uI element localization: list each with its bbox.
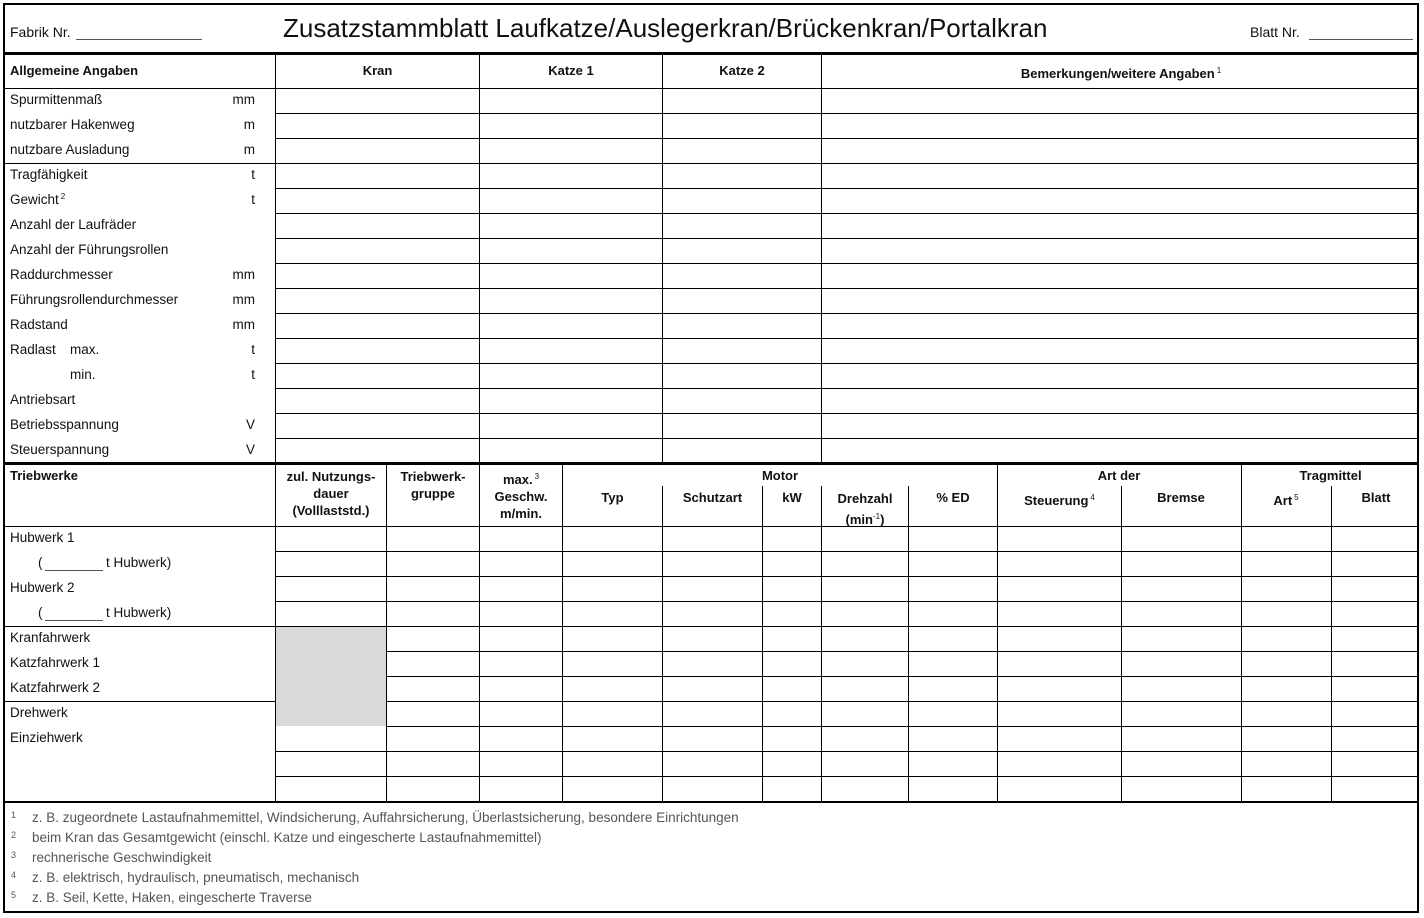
general-row-label: Spurmittenmaß — [10, 92, 103, 107]
row-line-general-13 — [276, 413, 1419, 414]
row-line-general-8 — [276, 288, 1419, 289]
row-line-drives-header — [5, 526, 1419, 527]
geschw-line-2: Geschw. — [494, 489, 548, 504]
footnote-text: rechnerische Geschwindigkeit — [32, 850, 212, 865]
divider-sections — [5, 462, 1419, 465]
drehzahl-unit — [822, 508, 908, 529]
col-header-kran: Kran — [362, 63, 393, 78]
blatt-label: Blatt Nr. — [1250, 24, 1300, 40]
drive-row-paren: ( — [38, 555, 43, 570]
drive-row-paren: ( — [38, 605, 43, 620]
col-header-katze1: Katze 1 — [548, 63, 594, 78]
general-row-unit: m — [243, 117, 255, 132]
geschw-line-3: m/min. — [500, 506, 542, 521]
col-header-geschwindigkeit — [480, 468, 562, 522]
general-row-unit: mm — [232, 317, 255, 332]
col-header-steuerung — [998, 490, 1121, 508]
fabrik-number-field[interactable] — [76, 24, 202, 40]
footnote-text: beim Kran das Gesamtgewicht (einschl. Katze und eingescherte Lastaufnahmemittel) — [32, 830, 542, 845]
row-line-drives-0 — [276, 551, 1419, 552]
general-row-label: Radlast — [10, 342, 56, 357]
general-row-unit: t — [251, 342, 255, 357]
footnote-ref-4: 4 — [1090, 493, 1095, 502]
col-header-ed: % ED — [936, 490, 970, 505]
col-header-art — [1241, 490, 1331, 508]
general-row-unit: mm — [232, 292, 255, 307]
footnote-ref-1: 1 — [1216, 66, 1222, 75]
general-row-label: Gewicht $^2$ — [10, 192, 66, 207]
form-title: Zusatzstammblatt Laufkatze/Auslegerkran/Brückenkran/Portalkran — [283, 13, 1048, 43]
geschw-line-1 — [480, 468, 562, 488]
col-line-drives-4 — [662, 486, 663, 801]
general-row-unit: t — [251, 167, 255, 182]
general-row-unit: V — [245, 442, 255, 457]
capacity-blank-field[interactable] — [45, 605, 103, 621]
col-line-general-1 — [479, 54, 480, 462]
group-header-tragmittel: Tragmittel — [1299, 468, 1362, 483]
col-line-drives-5 — [762, 486, 763, 801]
col-line-drives-9 — [1121, 486, 1122, 801]
geschw-max-text: max. — [502, 472, 533, 487]
row-line-general-12 — [276, 388, 1419, 389]
col-header-kw: kW — [782, 490, 802, 505]
general-row-sublabel: max. — [70, 342, 100, 357]
drehzahl-label: Drehzahl — [837, 491, 893, 506]
general-row-unit: mm — [232, 92, 255, 107]
row-line-drives-8 — [276, 751, 1419, 752]
group-header-art-der: Art der — [1097, 468, 1141, 483]
row-line-general-10 — [276, 338, 1419, 339]
row-line-drives-2 — [276, 601, 1419, 602]
row-line-general-1 — [276, 113, 1419, 114]
general-row-unit: mm — [232, 267, 255, 282]
row-line-general-0 — [5, 88, 1419, 89]
col-header-remarks — [822, 63, 1420, 81]
col-header-schutzart: Schutzart — [682, 490, 743, 505]
col-line-general-2 — [662, 54, 663, 462]
footnote-number: 3 — [11, 850, 17, 860]
col-header-art-text: Art — [1273, 493, 1293, 508]
general-row-unit: V — [245, 417, 255, 432]
drive-row-capacity: t Hubwerk) — [106, 605, 172, 620]
footnote-number: 2 — [11, 830, 17, 840]
general-row-label: Radstand — [10, 317, 68, 332]
col-line-drives-7 — [908, 486, 909, 801]
col-header-typ: Typ — [601, 490, 624, 505]
col-line-general-3 — [821, 54, 822, 462]
section-title-drives: Triebwerke — [10, 468, 78, 483]
row-line-general-14 — [276, 438, 1419, 439]
drive-row-capacity: t Hubwerk) — [106, 555, 172, 570]
general-row-label: Raddurchmesser — [10, 267, 113, 282]
row-line-general-6 — [276, 238, 1419, 239]
footnote-number: 5 — [11, 890, 17, 900]
drive-row-label: Kranfahrwerk — [10, 630, 91, 645]
capacity-blank-field[interactable] — [45, 555, 103, 571]
drehzahl-unit-close: ) — [880, 512, 885, 527]
general-row-label: nutzbarer Hakenweg — [10, 117, 135, 132]
footnote-text: z. B. zugeordnete Lastaufnahmemittel, Windsicherung, Auffahrsicherung, Überlastsicherung, besondere Einrichtungen — [32, 810, 739, 825]
general-row-label: Anzahl der Laufräder — [10, 217, 137, 232]
footnote-ref-5: 5 — [1294, 493, 1299, 502]
general-row-label: Führungsrollendurchmesser — [10, 292, 179, 307]
group-header-motor: Motor — [761, 468, 799, 483]
col-header-nutzungsdauer: zul. Nutzungs- dauer (Volllaststd.) — [286, 469, 376, 518]
drive-row-label: Katzfahrwerk 1 — [10, 655, 101, 670]
row-line-general-3 — [5, 163, 1419, 164]
general-row-label: Steuerspannung — [10, 442, 110, 457]
general-row-unit: t — [251, 192, 255, 207]
row-line-drives-7 — [386, 726, 1419, 727]
blatt-number-field[interactable] — [1309, 24, 1413, 40]
row-line-drives-9 — [276, 776, 1419, 777]
general-row-label: Betriebsspannung — [10, 417, 119, 432]
drive-row-label: Hubwerk 2 — [10, 580, 75, 595]
col-header-blatt: Blatt — [1361, 490, 1391, 505]
drive-row-label: Hubwerk 1 — [10, 530, 75, 545]
general-row-label: Anzahl der Führungsrollen — [10, 242, 169, 257]
footnote-text: z. B. elektrisch, hydraulisch, pneumatisch, mechanisch — [32, 870, 360, 885]
drive-row-label: Katzfahrwerk 2 — [10, 680, 101, 695]
row-line-drives-5 — [386, 676, 1419, 677]
footnote-ref-3: 3 — [534, 472, 540, 481]
fabrik-label: Fabrik Nr. — [10, 24, 71, 40]
row-line-drives-4 — [386, 651, 1419, 652]
drive-row-label: Einziehwerk — [10, 730, 83, 745]
shaded-not-applicable-cell — [276, 627, 386, 726]
row-line-drives-1 — [276, 576, 1419, 577]
row-line-drives-left-split — [5, 701, 275, 702]
general-row-label: Tragfähigkeit — [10, 167, 88, 182]
general-row-unit: t — [251, 367, 255, 382]
col-line-drives-11 — [1331, 486, 1332, 801]
footnote-number: 4 — [11, 870, 17, 880]
row-line-general-2 — [276, 138, 1419, 139]
row-line-drives-3 — [5, 626, 1419, 627]
general-row-unit: m — [243, 142, 255, 157]
general-row-label: nutzbare Ausladung — [10, 142, 130, 157]
section-title-general: Allgemeine Angaben — [10, 63, 139, 78]
general-row-sublabel: min. — [70, 367, 96, 382]
row-line-general-4 — [276, 188, 1419, 189]
drehzahl-unit-open: (min — [845, 512, 873, 527]
drive-row-label: Drehwerk — [10, 705, 68, 720]
col-line-general-0 — [275, 54, 276, 462]
col-header-bremse: Bremse — [1157, 490, 1205, 505]
divider-title — [5, 52, 1419, 55]
col-header-remarks-text: Bemerkungen/weitere Angaben — [1020, 66, 1215, 81]
row-line-general-9 — [276, 313, 1419, 314]
col-header-triebwerkgruppe: Triebwerk- gruppe — [400, 469, 466, 501]
row-line-general-7 — [276, 263, 1419, 264]
divider-footnotes — [5, 801, 1419, 803]
col-header-katze2: Katze 2 — [719, 63, 765, 78]
col-header-drehzahl — [822, 490, 908, 529]
row-line-drives-6 — [386, 701, 1419, 702]
drehzahl-unit-exponent: -1 — [872, 512, 881, 521]
col-line-drives-6 — [821, 486, 822, 801]
row-line-general-5 — [276, 213, 1419, 214]
footnote-number: 1 — [11, 810, 17, 820]
col-header-steuerung-text: Steuerung — [1024, 493, 1089, 508]
general-row-label: Antriebsart — [10, 392, 76, 407]
footnote-text: z. B. Seil, Kette, Haken, eingescherte Traverse — [32, 890, 312, 905]
footnote-ref-2: 2 — [60, 192, 66, 201]
row-line-general-11 — [276, 363, 1419, 364]
